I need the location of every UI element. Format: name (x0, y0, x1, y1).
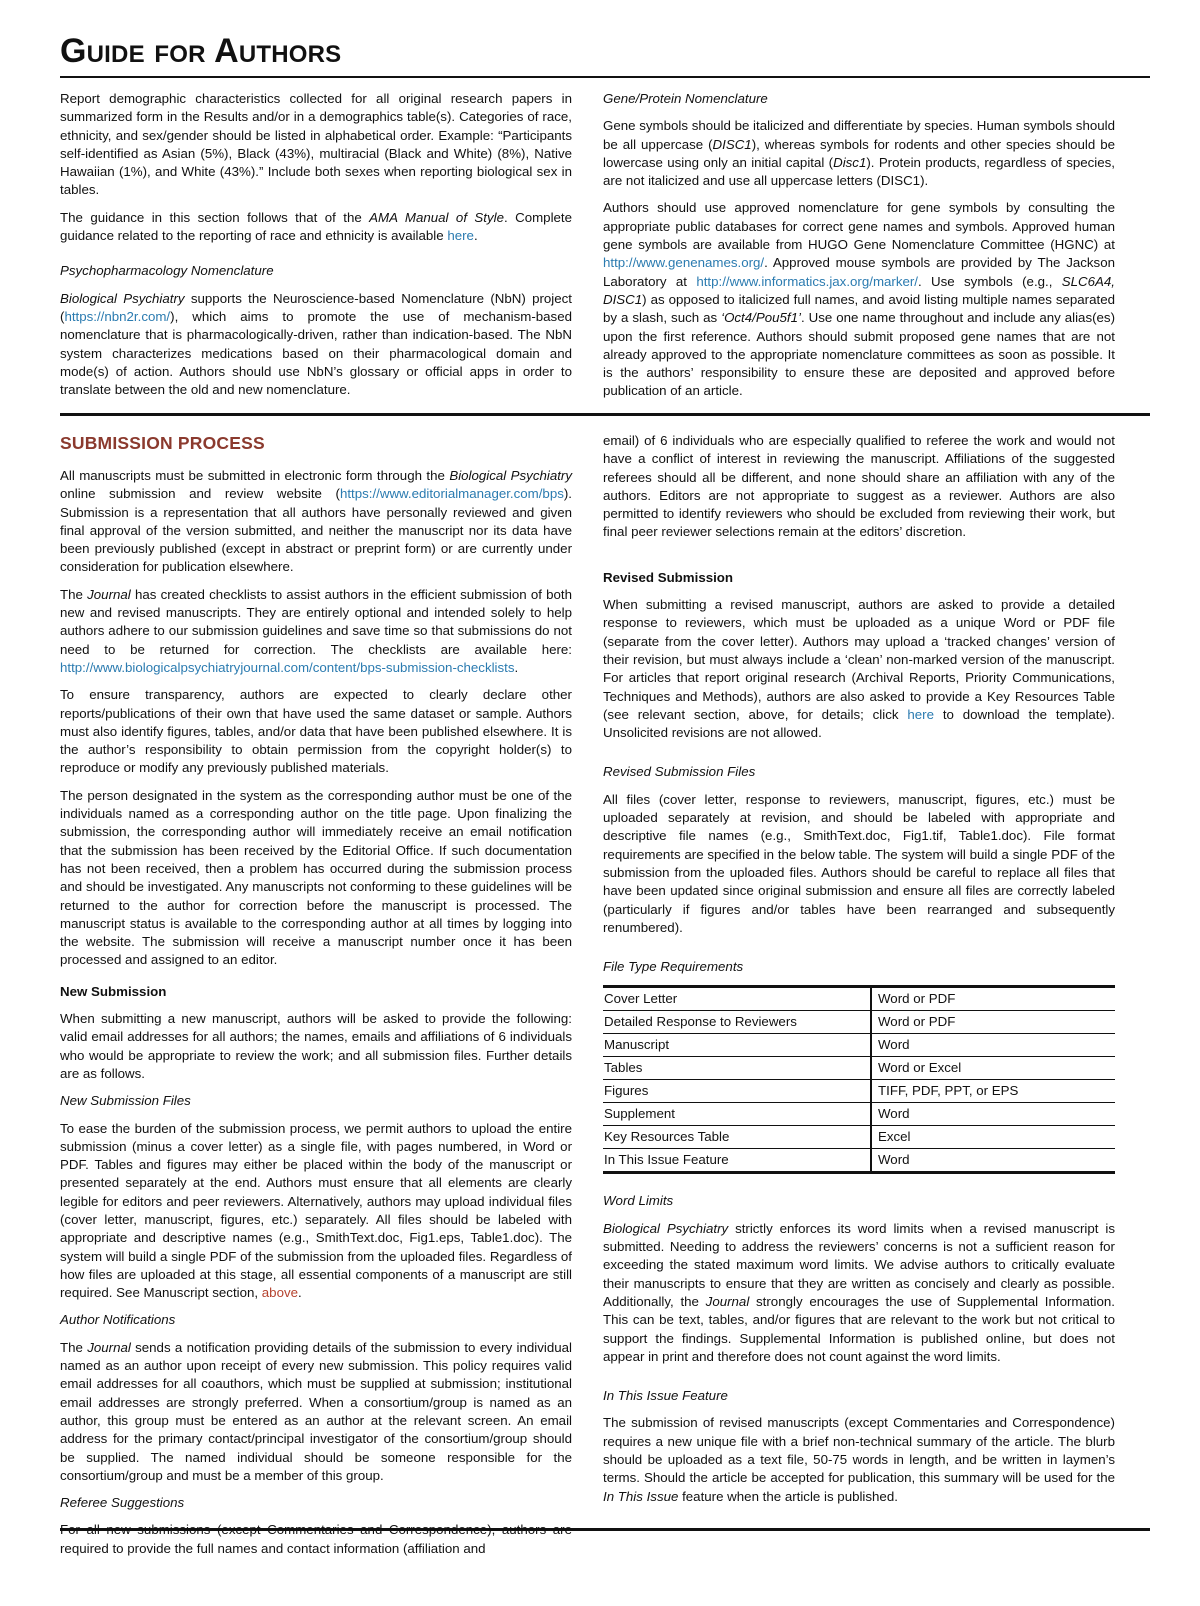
race-guidance-link[interactable]: here (447, 228, 474, 244)
referee-heading: Referee Suggestions (60, 1495, 185, 1511)
referee-continued-paragraph: email) of 6 individuals who are especially qualified to referee the work and would not have a conflict of interest in reviewing the manuscript. Affiliations of the suggested referees should all be different, and none should share an affiliation with any of the authors. Editors are not appropriate to suggest as a reviewer. Authors are also permitted to identify reviewers who should be excluded from reviewing their work, but final peer reviewer selections remain at the editors’ discretion. (603, 433, 1115, 540)
bottom-rule (60, 1528, 1150, 1531)
table-row (603, 1080, 1115, 1103)
file-format-cell: Word (871, 1103, 1115, 1126)
transparency-paragraph: To ensure transparency, authors are expected to clearly declare other reports/publications of their own that have used the same dataset or sample. Authors must also identify figures, tables, and/or data that have been published elsewhere. It is the author’s responsibility to obtain permission from the copyright holder(s) to reproduce or modify any previously published materials. (60, 687, 572, 776)
table-row (603, 1011, 1115, 1034)
file-item-cell: Detailed Response to Reviewers (603, 1011, 871, 1034)
gene-heading: Gene/Protein Nomenclature (603, 91, 768, 106)
file-item-cell: Cover Letter (603, 987, 871, 1011)
psycho-paragraph: Biological Psychiatry supports the Neuroscience-based Nomenclature (NbN) project (https://nbn2r.com/), which aims to promote the use of mechanism-based nomenclature that is pharmacologically-driven, rather than indication-based. The NbN system characterizes medications based on their pharmacological domain and mode(s) of action. Authors should use NbN’s glossary or official apps in order to translate between the old and new nomenclature. (60, 290, 572, 398)
file-format-cell: Word or PDF (878, 991, 956, 1007)
nbn-link[interactable]: https://nbn2r.com/ (64, 308, 171, 324)
in-this-issue-paragraph: The submission of revised manuscripts (except Commentaries and Correspondence) requires a new unique file with a brief non-technical summary of the article. The blurb should be uploaded as a text file, 50-75 words in length, and be written in laymen’s terms. Should the article be accepted for publication, this summary will be used for the In This Issue feature when the article is published. (603, 1415, 1115, 1504)
in-this-issue-heading: In This Issue Feature (603, 1388, 728, 1404)
gene-paragraph-2: Authors should use approved nomenclature for gene symbols by consulting the appropriate public databases for correct gene names and symbols. Approved human gene symbols are available from HUGO Gene Nomenclature Committee (HGNC) at http://www.genenames.org/. Approved mouse symbols are provided by The Jackson Laboratory at http://www.informatics.jax.org/marker/. Use symbols (e.g., SLC6A4, DISC1) as opposed to italicized full names, and avoid listing multiple names separated by a slash, such as ‘Oct4/Pou5f1’. Use one name throughout and include any alias(es) upon the first reference. Authors should submit proposed gene names that are not already approved to the appropriate nomenclature committees as soon as possible. It is the authors’ responsibility to ensure these are deposited and approved before publication of an article. (603, 200, 1115, 399)
submission-paragraph-1: All manuscripts must be submitted in electronic form through the Biological Psychiatry online submission and review website (https://www.editorialmanager.com/bps). Submission is a representation that all authors have personally reviewed and given final approval of the version submitted, and neither the manuscript nor its data have been previously published (except in abstract or preprint form) or are currently under consideration for publication elsewhere. (60, 468, 572, 575)
file-format-cell: Word or PDF (871, 1011, 1115, 1034)
genenames-link[interactable]: http://www.genenames.org/ (603, 255, 765, 271)
table-row (603, 1103, 1115, 1126)
corresponding-author-paragraph: The person designated in the system as the corresponding author must be one of the individuals named as a corresponding author on the title page. Upon finalizing the submission, the corresponding author will immediately receive an email notification that the submission has been received by the Editorial Office. If such documentation has not been received, then a problem has occurred during the submission process and should be investigated. Any manuscripts not conforming to these guidelines will be returned to the author for correction before the manuscript is processed. The manuscript status is available to the corresponding author at all times by logging into the website. The submission will receive a manuscript number once it has been processed and assigned to an editor. (60, 787, 572, 968)
ama-paragraph: The guidance in this section follows that of the AMA Manual of Style. Complete guidance related to the reporting of race and ethnicity is available here. (60, 209, 573, 244)
word-limits-paragraph: Biological Psychiatry strictly enforces its word limits when a revised manuscript is submitted. Needing to address the reviewers’ concerns is not a sufficient reason for exceeding the stated maximum word limits. We advise authors to critically evaluate their manuscripts to ensure that they are written as concisely and clearly as possible. Additionally, the Journal strongly encourages the use of Supplemental Information. This can be text, tables, and/or figures that are relevant to the work but not critical to support the findings. Supplemental Information is published online, but does not appear in print and therefore does not count against the word limits. (603, 1220, 1115, 1364)
new-submission-files-paragraph: To ease the burden of the submission process, we permit authors to upload the entire submission (minus a cover letter) as a single file, with pages numbered, in Word or PDF. Tables and figures may either be placed within the body of the manuscript or presented separately at the end. Authors must ensure that all elements are clearly legible for editors and peer reviewers. Alternatively, authors may upload individual files (cover letter, manuscript, figures, etc.) separately. All files should be labeled with appropriate and descriptive names (e.g., SmithText.doc, Fig1.eps, Table1.doc). The system will build a single PDF of the submission from the uploaded files. Regardless of how files are uploaded at this stage, all essential components of a manuscript are still required. See Manuscript section, above. (60, 1120, 572, 1301)
template-download-link[interactable]: here (907, 706, 934, 722)
table-row (603, 1126, 1115, 1149)
table-row (603, 1034, 1115, 1057)
new-submission-paragraph: When submitting a new manuscript, authors will be asked to provide the following: valid email addresses for all authors; the names, emails and affiliations of 6 individuals who would be appropriate to review the work; and all submission files. Further details are as follows. (60, 1011, 572, 1081)
revised-files-heading: Revised Submission Files (603, 764, 756, 780)
top-left-column (60, 90, 572, 406)
jax-link[interactable]: http://www.informatics.jax.org/marker/ (696, 273, 919, 289)
submission-paragraph-2: The Journal has created checklists to assist authors in the efficient submission of both new and revised manuscripts. They are entirely optional and intended solely to help authors adhere to our submission guidelines and save time so that submissions do not need to be returned for correction. The checklists are available here: http://www.biologicalpsychiatryjournal.com/content/bps-submission-checklists. (60, 586, 572, 675)
gene-paragraph-1: Gene symbols should be italicized and differentiate by species. Human symbols should be all uppercase (DISC1), whereas symbols for rodents and other species should be lowercase using only an initial capital (Disc1). Protein products, regardless of species, are not italicized and use all uppercase letters (DISC1). (603, 118, 1115, 189)
file-item-cell: In This Issue Feature (603, 1149, 871, 1173)
table-row (603, 987, 1115, 1011)
title-rule (60, 76, 1150, 78)
section-title: SUBMISSION PROCESS (60, 433, 265, 453)
checklists-link[interactable]: http://www.biologicalpsychiatryjournal.com/content/bps-submission-checklists (60, 659, 515, 675)
revised-submission-heading: Revised Submission (603, 569, 734, 585)
new-submission-heading: New Submission (60, 983, 167, 999)
psycho-heading: Psychopharmacology Nomenclature (60, 263, 274, 279)
referee-paragraph: required to provide the full names and contact information (affiliation and (60, 1540, 486, 1556)
table-row (603, 1057, 1115, 1080)
author-notifications-paragraph: The Journal sends a notification providing details of the submission to every individual named as an author upon receipt of every new submission. This policy requires valid email addresses for all coauthors, which must be supplied at submission; institutional email addresses are strongly preferred. When a consortium/group is named as an author, this group must be entered as an author at the relevant screen. An email address for the primary contact/principal investigator of the consortium/group should be supplied. The named individual should be someone responsible for the consortium/group and must be a member of this group. (60, 1339, 572, 1483)
file-format-cell: Excel (871, 1126, 1115, 1149)
demographics-paragraph: Report demographic characteristics collected for all original research papers in summarized form in the Results and/or in a demographics table(s). Categories of race, ethnicity, and sex/gender should be listed in alphabetical order. Example: “Participants self-identified as Asian (5%), Black (43%), multiracial (Black and White) (8%), Native Hawaiian (1%), and White (43%).” Include both sexes when reporting biological sex in tables. (60, 91, 572, 198)
file-item-cell: Key Resources Table (603, 1126, 871, 1149)
left-column (60, 428, 572, 1556)
file-item-cell: Tables (603, 1057, 871, 1080)
word-limits-heading: Word Limits (603, 1193, 674, 1209)
top-right-column (603, 90, 1115, 406)
manuscript-section-link[interactable]: above (261, 1285, 299, 1301)
file-format-cell: Word (871, 1149, 1115, 1173)
revised-files-paragraph: All files (cover letter, response to reviewers, manuscript, figures, etc.) must be uploaded separately at revision, and should be labeled with appropriate and descriptive file names (e.g., SmithText.doc, Fig1.tif, Table1.doc). File format requirements are specified in the below table. The system will build a single PDF of the submission from the uploaded files. Authors should be careful to replace all files that have been updated since original submission and ensure all files are correctly labeled (particularly if figures and/or tables have been rearranged and subsequently renumbered). (603, 791, 1115, 935)
file-format-cell: TIFF, PDF, PPT, or EPS (871, 1080, 1115, 1103)
file-type-heading: File Type Requirements (603, 959, 744, 975)
file-type-table (603, 985, 1115, 1174)
section-rule (60, 413, 1150, 416)
new-submission-files-heading: New Submission Files (60, 1093, 191, 1109)
file-format-cell: Word or Excel (871, 1057, 1115, 1080)
revised-submission-paragraph: When submitting a revised manuscript, authors are asked to provide a detailed response to reviewers, which must be uploaded as a unique Word or PDF file (separate from the cover letter). Authors may upload a ‘tracked changes’ version of their revision, but must always include a ‘clean’ non-marked version of the manuscript. For articles that report original research (Archival Reports, Priority Communications, Techniques and Methods), authors are also asked to provide a Key Resources Table (see relevant section, above, for details; click here to download the template). Unsolicited revisions are not allowed. (603, 597, 1115, 741)
file-format-cell: Word (871, 1034, 1115, 1057)
file-item-cell: Supplement (603, 1103, 871, 1126)
author-notifications-heading: Author Notifications (60, 1312, 176, 1328)
right-column (603, 432, 1115, 1526)
page-title: Guide for Authors (60, 32, 342, 70)
file-item-cell: Figures (603, 1080, 871, 1103)
file-item-cell: Manuscript (603, 1034, 871, 1057)
editorial-manager-link[interactable]: https://www.editorialmanager.com/bps (339, 486, 564, 502)
table-row (603, 1149, 1115, 1173)
